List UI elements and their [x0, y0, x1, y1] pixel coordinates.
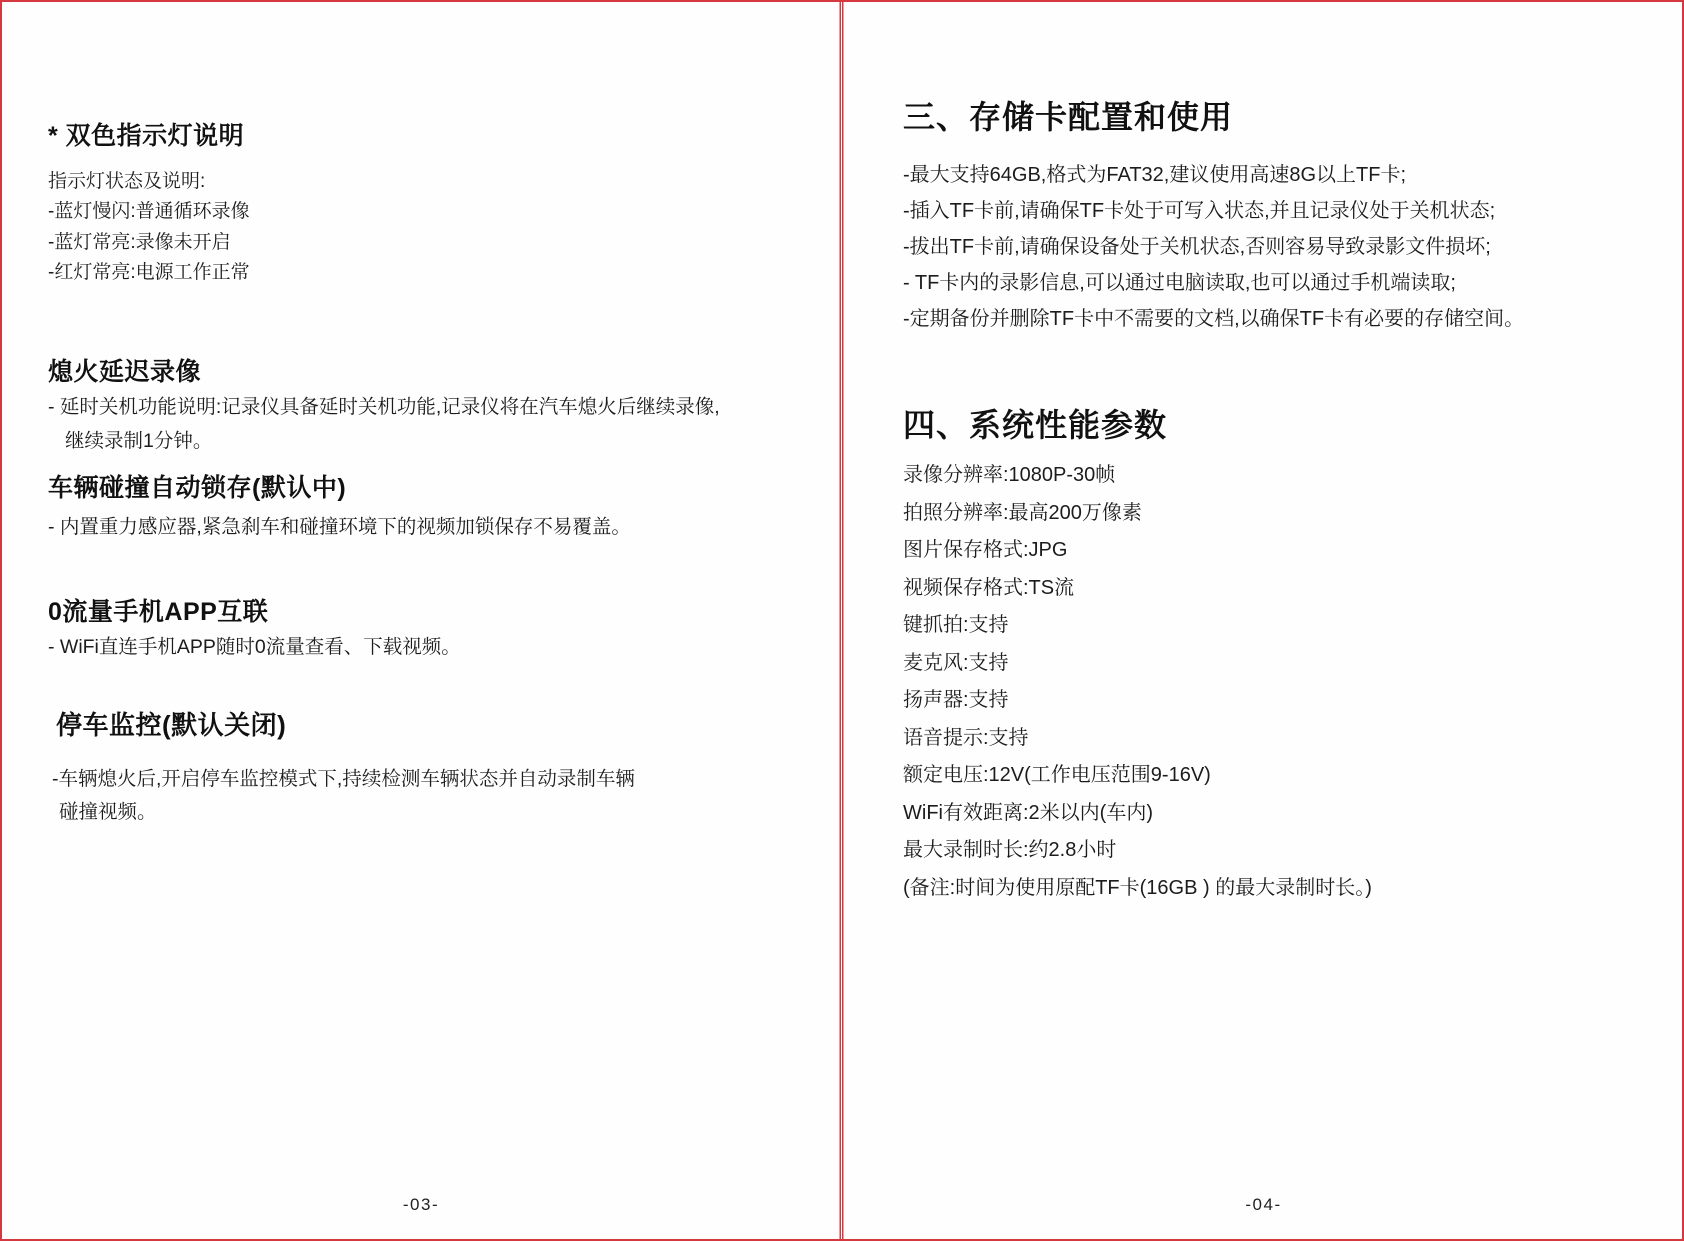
parking-monitor-heading: 停车监控(默认关闭) [56, 710, 287, 740]
app-link-heading: 0流量手机APP互联 [48, 598, 269, 626]
paragraph-line: 碰撞视频。 [59, 801, 157, 823]
spec-line: 扬声器:支持 [903, 689, 1009, 711]
delay-record-heading: 熄火延迟录像 [48, 358, 202, 386]
storage-line: -插入TF卡前,请确保TF卡处于可写入状态,并且记录仪处于关机状态; [903, 200, 1496, 222]
spec-line: 最大录制时长:约2.8小时 [903, 839, 1117, 861]
page-04 [843, 2, 1684, 1239]
paragraph-line: 继续录制1分钟。 [65, 429, 213, 452]
spec-line: 键抓拍:支持 [903, 614, 1009, 636]
delay-record-text [48, 391, 720, 458]
parking-monitor-text [52, 763, 635, 829]
indicator-line: -红灯常亮:电源工作正常 [48, 262, 250, 284]
indicator-line: 指示灯状态及说明: [48, 171, 206, 192]
spec-line: 图片保存格式:JPG [903, 539, 1068, 561]
spec-line: 语音提示:支持 [903, 726, 1029, 749]
spec-line: WiFi有效距离:2米以内(车内) [903, 801, 1153, 824]
storage-line: -定期备份并删除TF卡中不需要的文档,以确保TF卡有必要的存储空间。 [903, 308, 1525, 330]
spec-line: 额定电压:12V(工作电压范围9-16V) [903, 764, 1211, 786]
storage-line: -最大支持64GB,格式为FAT32,建议使用高速8G以上TF卡; [903, 164, 1407, 186]
storage-card-heading: 三、存储卡配置和使用 [903, 99, 1234, 135]
spec-line: 麦克风:支持 [903, 651, 1009, 674]
indicator-line: -蓝灯慢闪:普通循环录像 [48, 201, 250, 223]
app-link-text [48, 631, 461, 665]
system-specs-lines [903, 457, 1372, 907]
system-specs-heading: 四、系统性能参数 [903, 407, 1168, 443]
spec-line: 录像分辨率:1080P-30帧 [903, 464, 1116, 486]
storage-line: - TF卡内的录影信息,可以通过电脑读取,也可以通过手机端读取; [903, 272, 1456, 294]
storage-card-lines [903, 157, 1524, 337]
paragraph-line: -车辆熄火后,开启停车监控模式下,持续检测车辆状态并自动录制车辆 [52, 768, 635, 790]
paragraph-line: - 延时关机功能说明:记录仪具备延时关机功能,记录仪将在汽车熄火后继续录像, [48, 396, 720, 418]
spec-line: (备注:时间为使用原配TF卡(16GB ) 的最大录制时长。) [903, 876, 1372, 899]
page-number-03: -03- [402, 1195, 440, 1214]
collision-lock-text [48, 511, 631, 545]
spec-line: 拍照分辨率:最高200万像素 [903, 501, 1142, 524]
indicator-light-heading: * 双色指示灯说明 [48, 122, 245, 150]
spec-line: 视频保存格式:TS流 [903, 576, 1075, 599]
collision-lock-heading: 车辆碰撞自动锁存(默认中) [48, 474, 347, 502]
indicator-light-lines [48, 167, 250, 289]
paragraph-line: - WiFi直连手机APP随时0流量查看、下载视频。 [48, 636, 461, 658]
indicator-line: -蓝灯常亮:录像未开启 [48, 231, 231, 253]
storage-line: -拔出TF卡前,请确保设备处于关机状态,否则容易导致录影文件损坏; [903, 236, 1491, 258]
page-03 [2, 2, 840, 1239]
page-number-04: -04- [1245, 1195, 1282, 1214]
paragraph-line: - 内置重力感应器,紧急刹车和碰撞环境下的视频加锁保存不易覆盖。 [48, 516, 631, 538]
